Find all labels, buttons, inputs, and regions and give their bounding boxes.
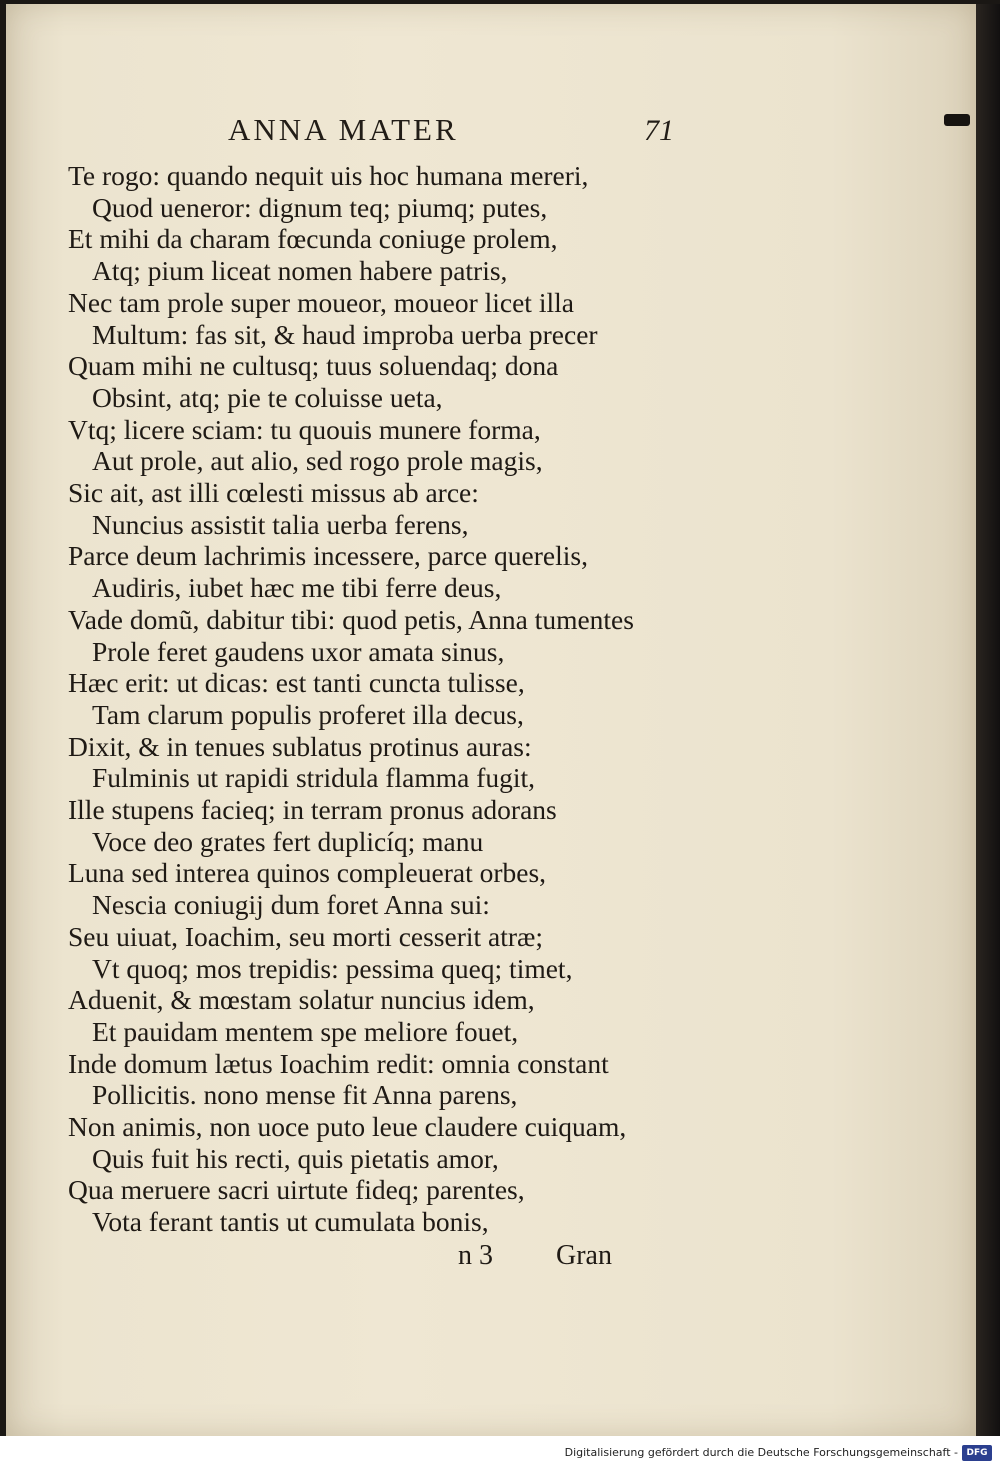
page-edge-shadow bbox=[976, 4, 1000, 1436]
verse-line: Non animis, non uoce puto leue claudere cuiquam, bbox=[68, 1111, 627, 1142]
verse-line: Sic ait, ast illi cœlesti missus ab arce: bbox=[68, 477, 479, 508]
verse-line: Voce deo grates fert duplicíq; manu bbox=[92, 826, 484, 857]
verse-line: Te rogo: quando nequit uis hoc humana mereri, bbox=[68, 160, 589, 191]
verse-line: Nec tam prole super moueor, moueor licet illa bbox=[68, 287, 574, 318]
verse-line: Et mihi da charam fœcunda coniuge prolem, bbox=[68, 223, 558, 254]
verse-line: Aduenit, & mœstam solatur nuncius idem, bbox=[68, 984, 535, 1015]
catchword-line bbox=[6, 1236, 976, 1276]
dfg-logo-icon: DFG bbox=[962, 1445, 992, 1461]
verse-line: Hæc erit: ut dicas: est tanti cuncta tulisse, bbox=[68, 667, 525, 698]
verse-line: Qua meruere sacri uirtute fideq; parentes, bbox=[68, 1174, 525, 1205]
folio-number: 71 bbox=[644, 114, 674, 147]
footer-bar bbox=[0, 1436, 1000, 1473]
verse-line: Tam clarum populis proferet illa decus, bbox=[92, 699, 524, 730]
verse-line: Aut prole, aut alio, sed rogo prole magis, bbox=[92, 445, 543, 476]
verse-line: Quod ueneror: dignum teq; piumq; putes, bbox=[92, 192, 548, 223]
verse-line: Quis fuit his recti, quis pietatis amor, bbox=[92, 1143, 499, 1174]
funding-credit: Digitalisierung gefördert durch die Deutsche Forschungsgemeinschaft - bbox=[564, 1446, 958, 1459]
verse-line: Nescia coniugij dum foret Anna sui: bbox=[92, 889, 490, 920]
catchword: Gran bbox=[556, 1240, 612, 1271]
verse-line: Parce deum lachrimis incessere, parce querelis, bbox=[68, 540, 588, 571]
running-title: ANNA MATER bbox=[228, 112, 459, 147]
verse-line: Vtq; licere sciam: tu quouis munere forma, bbox=[68, 414, 541, 445]
verse-line: Vade domũ, dabitur tibi: quod petis, Anna tumentes bbox=[68, 604, 634, 635]
verse-line: Luna sed interea quinos compleuerat orbes, bbox=[68, 857, 547, 888]
verse-line: Multum: fas sit, & haud improba uerba precer bbox=[92, 319, 598, 350]
verse-line: Dixit, & in tenues sublatus protinus auras: bbox=[68, 731, 532, 762]
verse-line: Ille stupens facieq; in terram pronus adorans bbox=[68, 794, 557, 825]
verse-line: Seu uiuat, Ioachim, seu morti cesserit atræ; bbox=[68, 921, 544, 952]
verse-line: Inde domum lætus Ioachim redit: omnia constant bbox=[68, 1048, 609, 1079]
book-page bbox=[6, 4, 976, 1436]
verse-line: Fulminis ut rapidi stridula flamma fugit, bbox=[92, 762, 536, 793]
verse-line: Audiris, iubet hæc me tibi ferre deus, bbox=[92, 572, 502, 603]
verse-line: Quam mihi ne cultusq; tuus soluendaq; dona bbox=[68, 350, 559, 381]
verse-line: Obsint, atq; pie te coluisse ueta, bbox=[92, 382, 443, 413]
verse-line: Prole feret gaudens uxor amata sinus, bbox=[92, 636, 505, 667]
verse-line: Vota ferant tantis ut cumulata bonis, bbox=[92, 1206, 489, 1237]
edge-mark bbox=[944, 114, 970, 126]
verse-line: Pollicitis. nono mense fit Anna parens, bbox=[92, 1079, 518, 1110]
running-head bbox=[6, 112, 976, 162]
signature-mark: n 3 bbox=[458, 1240, 493, 1271]
verse-line: Vt quoq; mos trepidis: pessima queq; timet, bbox=[92, 953, 573, 984]
verse-line: Nuncius assistit talia uerba ferens, bbox=[92, 509, 469, 540]
verse-line: Atq; pium liceat nomen habere patris, bbox=[92, 255, 508, 286]
verse-line: Et pauidam mentem spe meliore fouet, bbox=[92, 1016, 519, 1047]
